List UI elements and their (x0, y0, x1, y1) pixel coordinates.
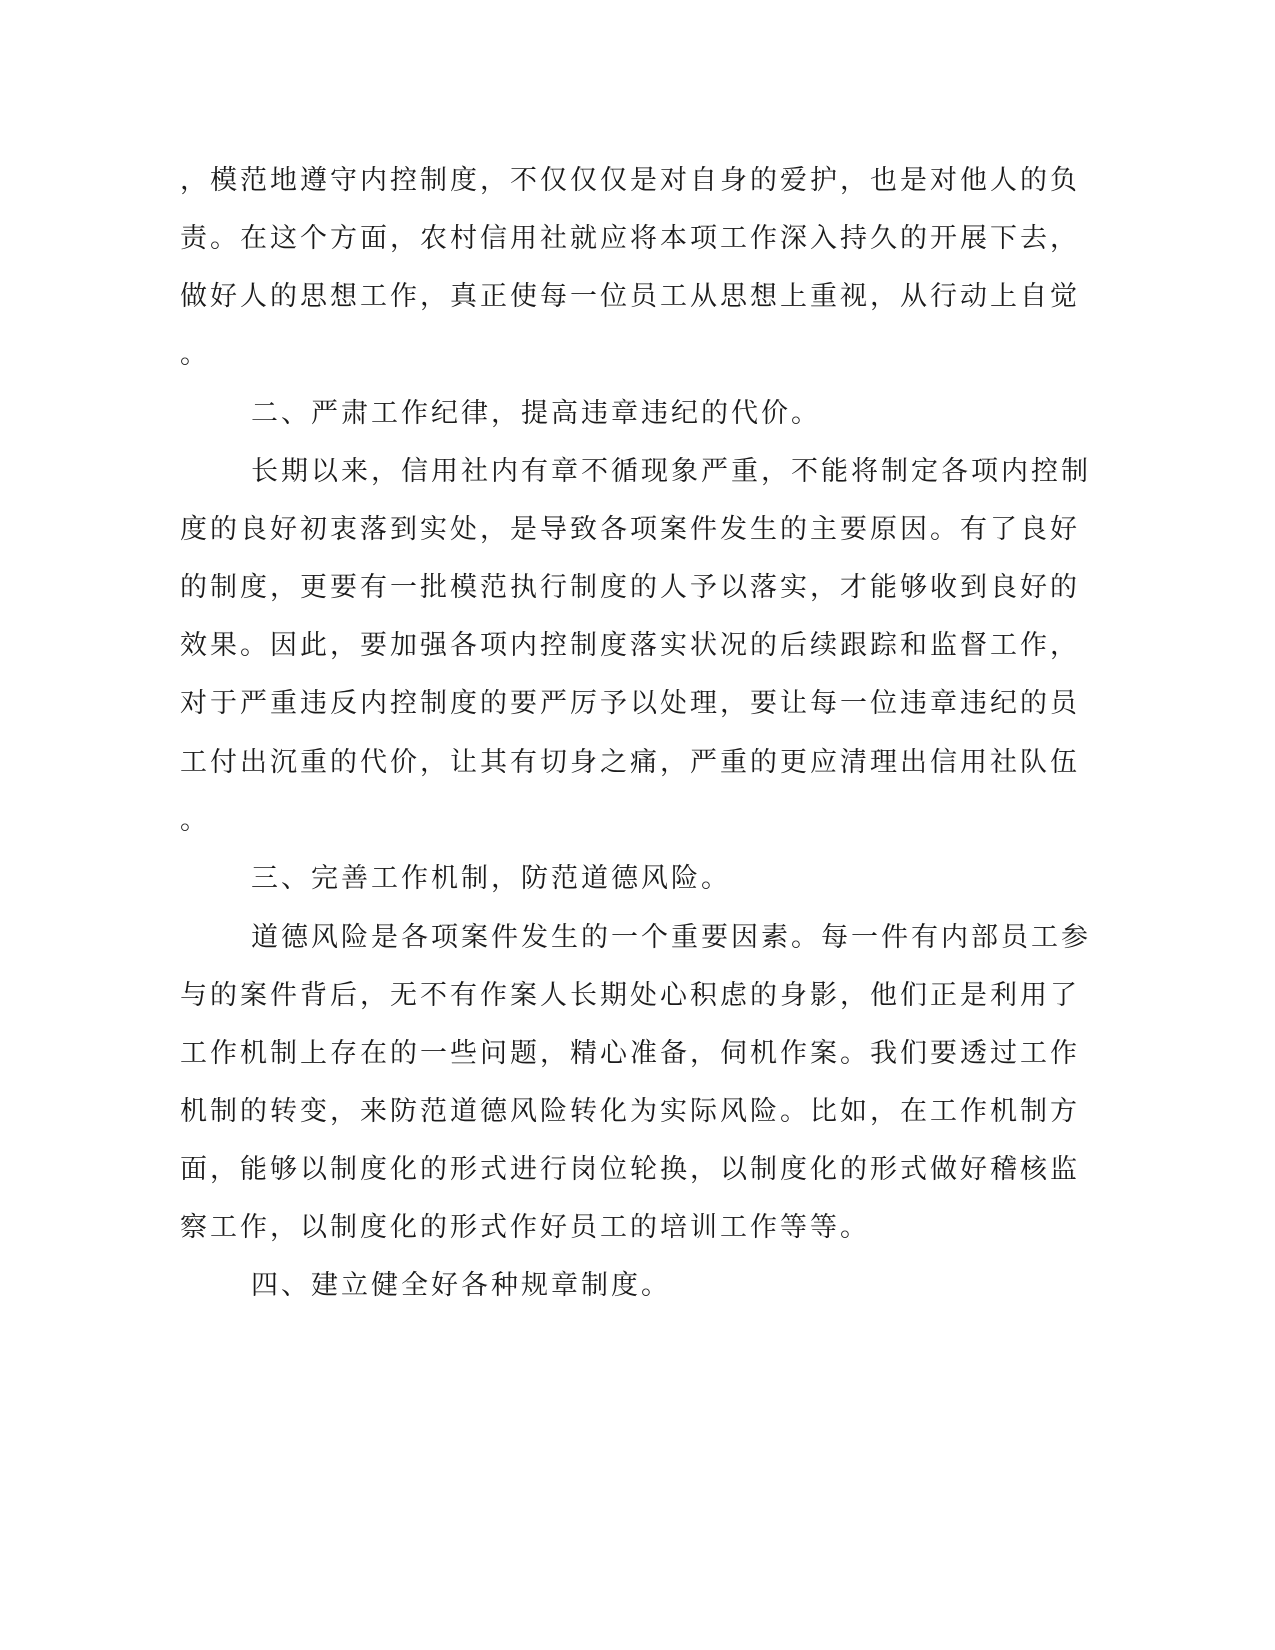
text-line: 。 (180, 339, 210, 370)
text-line: 与的案件背后，无不有作案人长期处心积虑的身影，他们正是利用了 (180, 980, 1080, 1011)
text-line: 责。在这个方面，农村信用社就应将本项工作深入持久的开展下去， (180, 223, 1080, 254)
section-heading: 四、建立健全好各种规章制度。 (251, 1270, 671, 1301)
text-line: 工付出沉重的代价，让其有切身之痛，严重的更应清理出信用社队伍 (180, 747, 1080, 778)
text-line: 效果。因此，要加强各项内控制度落实状况的后续跟踪和监督工作， (180, 630, 1080, 661)
text-line: 道德风险是各项案件发生的一个重要因素。每一件有内部员工参 (251, 922, 1091, 953)
text-line: 面，能够以制度化的形式进行岗位轮换，以制度化的形式做好稽核监 (180, 1154, 1080, 1185)
text-line: ，模范地遵守内控制度，不仅仅仅是对自身的爱护，也是对他人的负 (180, 165, 1080, 196)
text-line: 。 (180, 805, 210, 836)
text-line: 工作机制上存在的一些问题，精心准备，伺机作案。我们要透过工作 (180, 1038, 1080, 1069)
text-line: 做好人的思想工作，真正使每一位员工从思想上重视，从行动上自觉 (180, 281, 1080, 312)
text-line: 的制度，更要有一批模范执行制度的人予以落实，才能够收到良好的 (180, 572, 1080, 603)
text-line: 长期以来，信用社内有章不循现象严重，不能将制定各项内控制 (251, 456, 1091, 487)
text-line: 察工作，以制度化的形式作好员工的培训工作等等。 (180, 1212, 870, 1243)
section-heading: 三、完善工作机制，防范道德风险。 (251, 863, 731, 894)
section-heading: 二、严肃工作纪律，提高违章违纪的代价。 (251, 398, 821, 429)
text-line: 度的良好初衷落到实处，是导致各项案件发生的主要原因。有了良好 (180, 514, 1080, 545)
text-line: 机制的转变，来防范道德风险转化为实际风险。比如，在工作机制方 (180, 1096, 1080, 1127)
text-line: 对于严重违反内控制度的要严厉予以处理，要让每一位违章违纪的员 (180, 688, 1080, 719)
